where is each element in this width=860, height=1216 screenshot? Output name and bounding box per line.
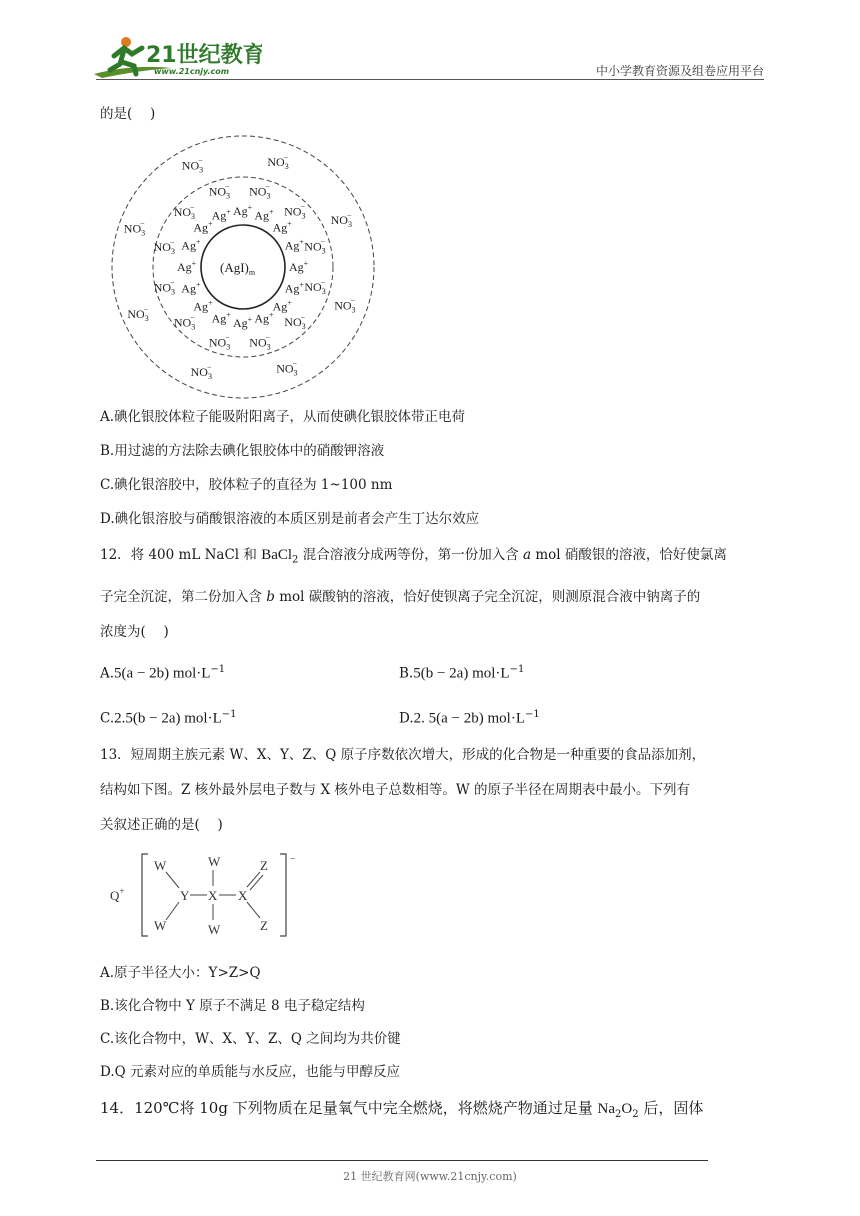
nitrate-ion-label: $NO_3-$ [181, 156, 204, 175]
nitrate-ion-label: $NO_3-$ [190, 363, 212, 382]
silver-ion-label: Ag+ [181, 280, 201, 296]
silver-ion-label: Ag+ [272, 298, 292, 314]
silver-ion-label: Ag+ [289, 259, 309, 274]
silver-ion-label: Ag+ [193, 219, 213, 235]
nitrate-ion-label: $NO_3-$ [330, 210, 352, 229]
nitrate-ion-label: $NO_3-$ [153, 237, 175, 256]
q11-option-a: A.碘化银胶体粒子能吸附阳离子，从而使碘化银胶体带正电荷 [100, 409, 466, 425]
q11-stem-tail: 的是( ) [100, 106, 156, 122]
nitrate-ion-label: $NO_3-$ [173, 313, 196, 332]
q12-option-a: A.5(a − 2b) $mol\cdot L^{-1}$ [100, 664, 226, 682]
nitrate-ion-label: $NO_3-$ [276, 359, 298, 378]
nitrate-ion-label: $NO_3-$ [304, 278, 326, 297]
nitrate-ion-label: $NO_3-$ [208, 182, 231, 201]
struct-q: Q+ [110, 886, 125, 903]
nitrate-ion-label: $NO_3-$ [267, 152, 289, 171]
silver-ion-label: Ag+ [211, 207, 231, 223]
nitrate-ion-label: $NO_3-$ [208, 333, 231, 352]
silver-ion-label: Ag+ [211, 310, 231, 326]
q11-option-d: D.碘化银溶胶与硝酸银溶液的本质区别是前者会产生丁达尔效应 [100, 511, 480, 527]
nitrate-ion-label: $NO_3-$ [284, 202, 306, 221]
site-logo [92, 34, 262, 80]
runner-logo-icon [92, 34, 262, 80]
nitrate-ion-label: $NO_3-$ [173, 202, 196, 221]
footer-text: 21 世纪教育网(www.21cnjy.com) [343, 1170, 517, 1183]
q11-colloid-diagram [108, 134, 378, 400]
q13-line-1: 13．短周期主族元素 W、X、Y、Z、Q 原子序数依次增大，形成的化合物是一种重要的食品添加剂， [100, 747, 706, 763]
q12-line-3: 浓度为( ) [100, 624, 169, 640]
nitrate-ion-label: $NO_3-$ [334, 296, 356, 315]
silver-ion-label: Ag+ [284, 280, 304, 296]
logo-url-text: www.21cnjy.com [154, 67, 230, 76]
nitrate-ion-label: $NO_3-$ [284, 313, 306, 332]
struct-charge: − [290, 854, 296, 865]
q13-option-c: C.该化合物中，W、X、Y、Z、Q 之间均为共价键 [100, 1031, 401, 1047]
q12-option-b: B.5(b − 2a) $mol\cdot L^{-1}$ [399, 664, 525, 682]
struct-y: Y [180, 888, 190, 903]
struct-x-2: X [238, 888, 248, 903]
core-label: $(AgI)_m$ [220, 260, 256, 277]
silver-ion-label: Ag+ [193, 298, 213, 314]
header-platform-text: 中小学教育资源及组卷应用平台 [595, 64, 764, 78]
nitrate-ion-label: $NO_3-$ [249, 182, 271, 201]
nitrate-ion-label: $NO_3-$ [123, 219, 146, 238]
silver-ion-label: Ag+ [181, 237, 201, 253]
struct-w-top-left: W [154, 858, 167, 873]
q11-option-c: C.碘化银溶胶中，胶体粒子的直径为 1~100 nm [100, 477, 393, 493]
q11-option-b: B.用过滤的方法除去碘化银胶体中的硝酸钾溶液 [100, 443, 385, 459]
nitrate-ion-label: $NO_3-$ [304, 237, 326, 256]
q13-structure-diagram [108, 850, 308, 940]
struct-w-bottom-left: W [154, 918, 167, 933]
struct-x-1: X [208, 888, 218, 903]
silver-ion-label: Ag+ [272, 219, 292, 235]
header-divider [96, 79, 764, 80]
right-bracket [280, 854, 286, 936]
q14-line-1: 14．120℃将 10g 下列物质在足量氧气中完全燃烧，将燃烧产物通过足量 $Na_2O_2$ 后，固体 [100, 1099, 704, 1120]
silver-ion-label: Ag+ [254, 207, 274, 223]
silver-ion-label: Ag+ [177, 259, 197, 274]
struct-z-top: Z [260, 858, 268, 873]
struct-w-bottom: W [208, 922, 221, 937]
q13-line-3: 关叙述正确的是( ) [100, 817, 223, 833]
nitrate-ion-label: $NO_3-$ [127, 305, 149, 324]
footer-divider [96, 1160, 708, 1161]
q13-option-b: B.该化合物中 Y 原子不满足 8 电子稳定结构 [100, 998, 365, 1014]
q12-option-c: C.2.5(b − 2a) $mol\cdot L^{-1}$ [100, 709, 237, 727]
logo-text: 21世纪教育 [146, 43, 262, 68]
nitrate-ion-label: $NO_3-$ [249, 333, 271, 352]
q12-line-1: 12．将 400 mL NaCl 和 BaCl$_2$ 混合溶液分成两等份，第一份加入含 a mol 硝酸银的溶液，恰好使氯离 [100, 547, 727, 566]
left-bracket [142, 854, 148, 936]
q13-option-a: A.原子半径大小：Y>Z>Q [100, 965, 261, 981]
silver-ion-label: Ag+ [254, 310, 274, 326]
q12-option-d: D.2. 5(a − 2b) $mol\cdot L^{-1}$ [399, 709, 540, 727]
struct-w-top: W [208, 854, 221, 869]
q13-option-d: D.Q 元素对应的单质能与水反应，也能与甲醇反应 [100, 1064, 400, 1080]
q13-line-2: 结构如下图。Z 核外最外层电子数与 X 核外电子总数相等。W 的原子半径在周期表中最小。下列有 [100, 782, 691, 798]
struct-z-bottom: Z [260, 918, 268, 933]
silver-ion-label: Ag+ [284, 237, 304, 253]
silver-ion-label: Ag+ [233, 203, 253, 218]
silver-ion-label: Ag+ [233, 315, 253, 330]
nitrate-ion-label: $NO_3-$ [153, 278, 176, 297]
q12-line-2: 子完全沉淀，第二份加入含 b mol 碳酸钠的溶液，恰好使钡离子完全沉淀，则测原混合液中钠离子的 [100, 589, 701, 605]
